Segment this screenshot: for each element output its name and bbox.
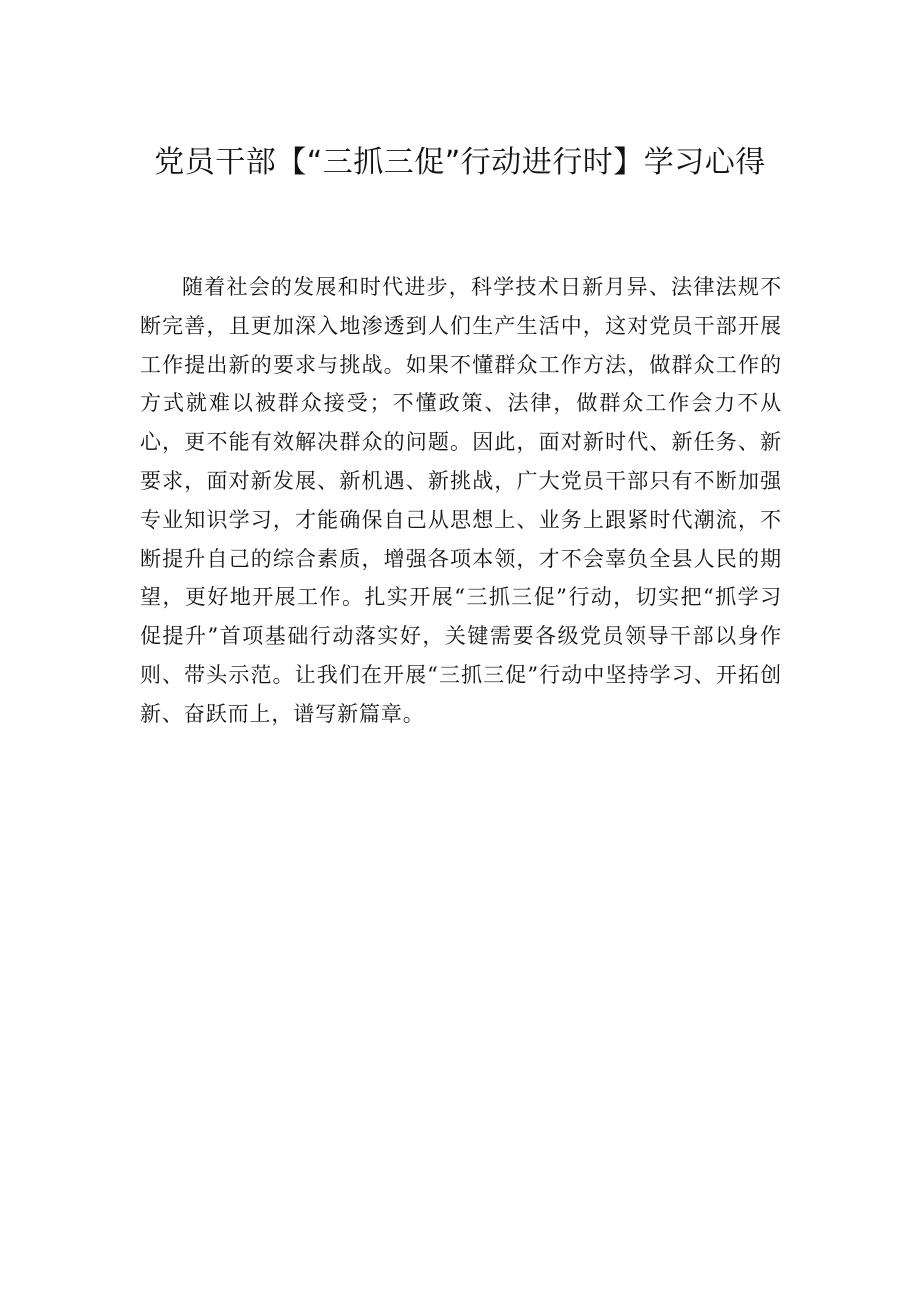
document-title: 党员干部【“三抓三促”行动进行时】学习心得 [154,145,766,180]
body-paragraph: 随着社会的发展和时代进步，科学技术日新月异、法律法规不断完善，且更加深入地渗透到人们生产生活中，这对党员干部开展工作提出新的要求与挑战。如果不懂群众工作方法，做群众工作的方式就难以被群众接受；不懂政策、法律，做群众工作会力不从心，更不能有效解决群众的问题。因此，面对新时代、新任务、新要求，面对新发展、新机遇、新挑战，广大党员干部只有不断加强专业知识学习，才能确保自己从思想上、业务上跟紧时代潮流，不断提升自己的综合素质，增强各项本领，才不会辜负全县人民的期望，更好地开展工作。扎实开展“三抓三促”行动，切实把“抓学习促提升”首项基础行动落实好，关键需要各级党员领导干部以身作则、带头示范。让我们在开展“三抓三促”行动中坚持学习、开拓创新、奋跃而上，谱写新篇章。 [140,275,782,726]
